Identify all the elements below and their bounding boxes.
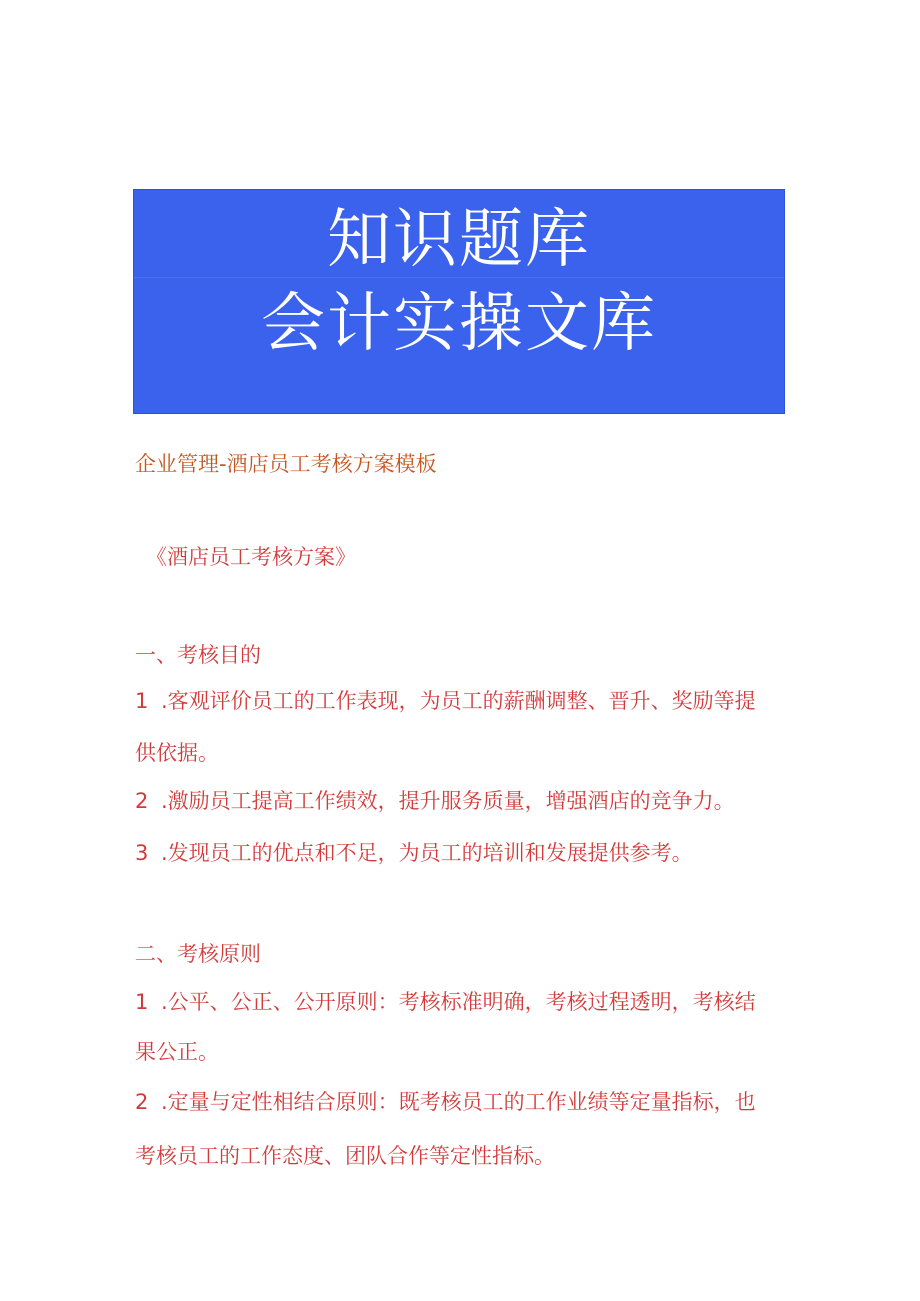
banner-divider xyxy=(134,277,784,278)
section-heading-purpose: 一、考核目的 xyxy=(135,643,261,667)
list-item xyxy=(135,838,785,868)
item-number: 2 xyxy=(135,1090,149,1114)
list-item xyxy=(135,987,785,1067)
item-text: .激励员工提高工作绩效，提升服务质量，增强酒店的竞争力。 xyxy=(161,789,735,813)
document-subtitle: 《酒店员工考核方案》 xyxy=(146,545,356,569)
item-text-continued: 考核员工的工作态度、团队合作等定性指标。 xyxy=(135,1144,555,1168)
item-number: 2 xyxy=(135,789,149,813)
item-text-continued: 供依据。 xyxy=(135,741,219,765)
item-text: .发现员工的优点和不足，为员工的培训和发展提供参考。 xyxy=(161,841,693,865)
document-title: 企业管理-酒店员工考核方案模板 xyxy=(135,452,437,476)
list-item xyxy=(135,686,785,768)
banner-subtitle: 会计实操文库 xyxy=(261,287,657,361)
header-banner xyxy=(133,189,785,414)
item-text-continued: 果公正。 xyxy=(135,1040,219,1064)
item-text: .定量与定性相结合原则：既考核员工的工作业绩等定量指标，也 xyxy=(161,1090,756,1114)
item-text: .客观评价员工的工作表现，为员工的薪酬调整、晋升、奖励等提 xyxy=(161,689,756,713)
section-heading-principles: 二、考核原则 xyxy=(135,942,261,966)
item-number: 1 xyxy=(135,689,149,713)
banner-title: 知识题库 xyxy=(327,203,591,277)
item-number: 1 xyxy=(135,990,149,1014)
item-number: 3 xyxy=(135,841,149,865)
item-text: .公平、公正、公开原则：考核标准明确，考核过程透明，考核结 xyxy=(161,990,756,1014)
list-item xyxy=(135,786,785,816)
list-item xyxy=(135,1087,785,1171)
